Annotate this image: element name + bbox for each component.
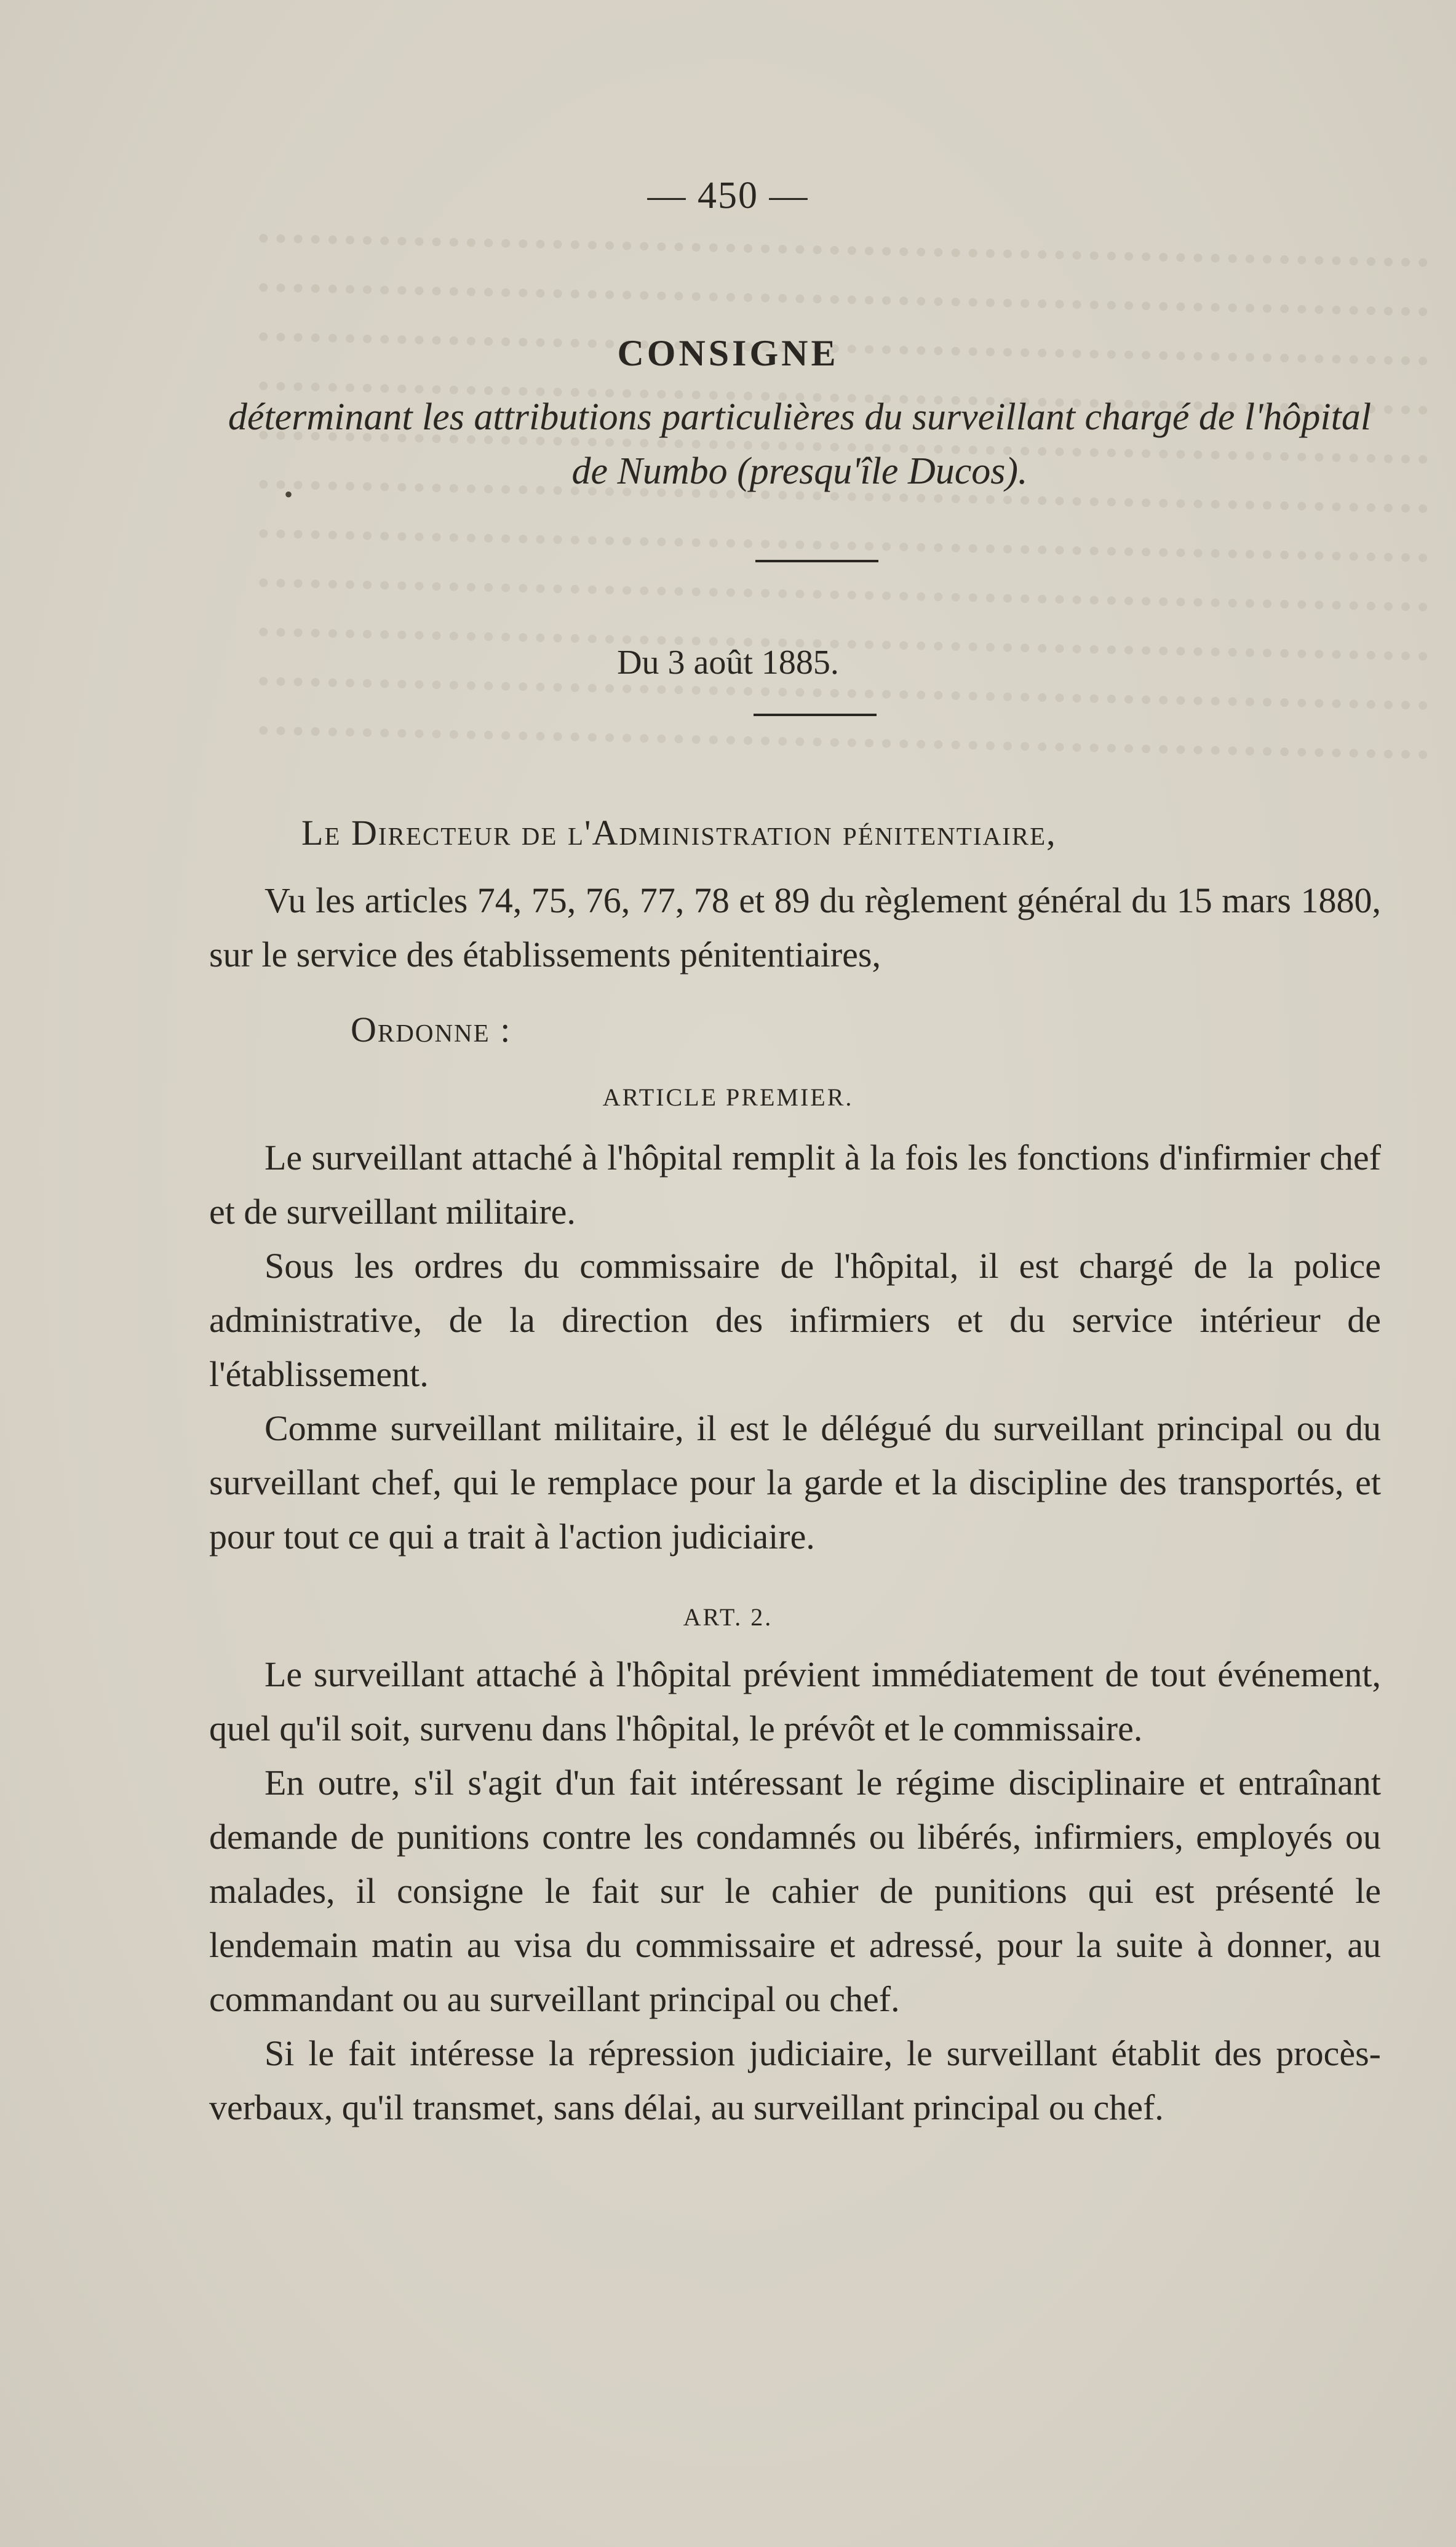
document-subtitle (209, 390, 1390, 498)
subtitle-line-1: déterminant les attributions particulières du surveillant chargé de l'hôpital (228, 396, 1372, 438)
article-1-paragraph: Comme surveillant militaire, il est le délégué du surveillant principal ou du surveillant chef, qui le remplace pour la garde et la discipline des transportés, et pour tout ce qui a trait à l'action judiciaire. (209, 1408, 1381, 1556)
article-1-body (209, 1131, 1381, 1564)
document-title: CONSIGNE (617, 333, 839, 373)
ordonne-line: Ordonne : (351, 1010, 512, 1050)
preamble (209, 874, 1381, 982)
article-1-paragraph: Le surveillant attaché à l'hôpital remplit à la fois les fonctions d'infirmier chef et de surveillant militaire. (209, 1138, 1381, 1232)
document-date: Du 3 août 1885. (617, 644, 839, 682)
article-1-paragraph: Sous les ordres du commissaire de l'hôpital, il est chargé de la police administrative, de la direction des infirmiers et du service intérieur de l'établissement. (209, 1246, 1381, 1394)
date-rule (754, 714, 877, 716)
article-2-heading: ART. 2. (683, 1603, 773, 1631)
article-2-paragraph: En outre, s'il s'agit d'un fait intéressant le régime disciplinaire et entraînant demande de punitions contre les condamnés ou libérés, infirmiers, employés ou malades, il consigne le fait sur le cahier de punitions qui est présenté le lendemain matin au visa du commissaire et adressé, pour la suite à donner, au commandant ou au surveillant principal ou chef. (209, 1763, 1381, 2019)
authority-line: Le Directeur de l'Administration pénitentiaire, (301, 813, 1057, 853)
ink-dot: • (284, 480, 293, 508)
title-rule (755, 560, 878, 562)
page-number: — 450 — (647, 175, 809, 217)
preamble-text: Vu les articles 74, 75, 76, 77, 78 et 89 du règlement général du 15 mars 1880, sur le service des établissements pénitentiaires, (209, 880, 1381, 975)
article-2-body (209, 1648, 1381, 2135)
article-2-paragraph: Le surveillant attaché à l'hôpital prévient immédiatement de tout événement, quel qu'il soit, survenu dans l'hôpital, le prévôt et le commissaire. (209, 1654, 1381, 1748)
article-2-paragraph: Si le fait intéresse la répression judiciaire, le surveillant établit des procès-verbaux, qu'il transmet, sans délai, au surveillant principal ou chef. (209, 2033, 1381, 2127)
article-1-heading: ARTICLE PREMIER. (602, 1083, 854, 1111)
subtitle-line-2: de Numbo (presqu'île Ducos). (571, 450, 1028, 492)
